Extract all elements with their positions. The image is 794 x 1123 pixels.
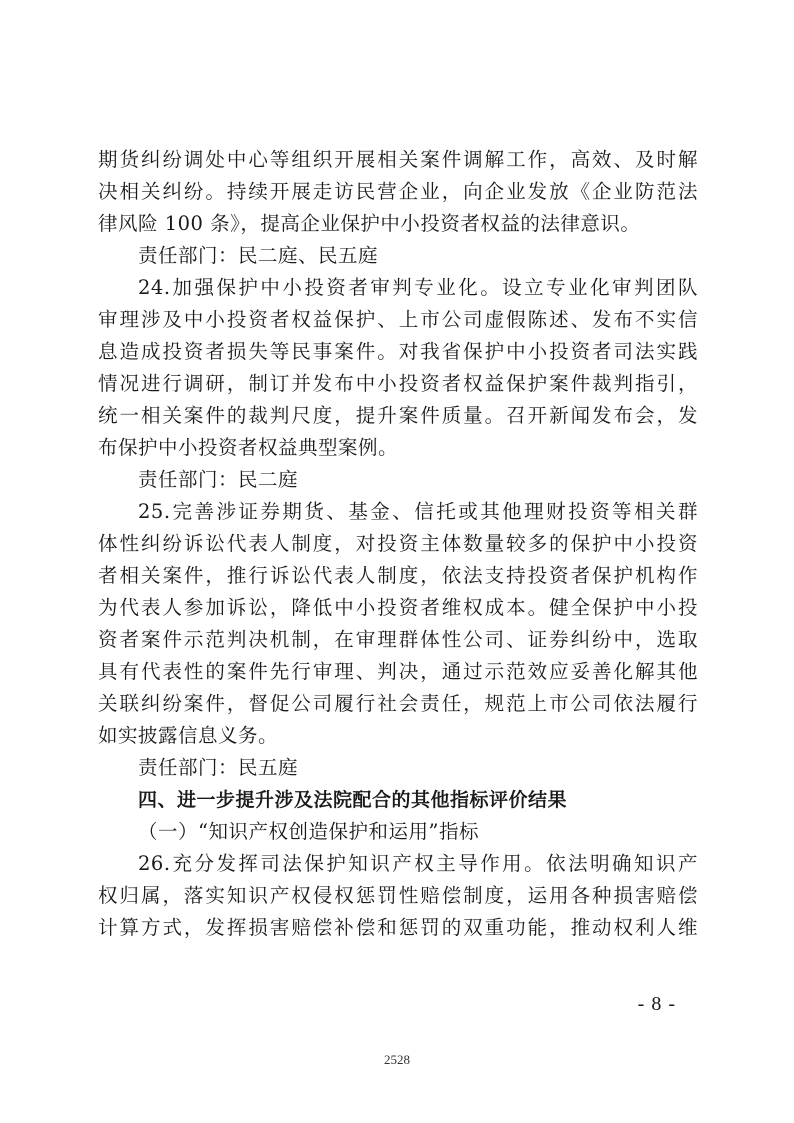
body-line: 者相关案件，推行诉讼代表人制度，依法支持投资者保护机构作 bbox=[98, 564, 698, 587]
responsible-department: 责任部门：民二庭 bbox=[138, 468, 299, 491]
body-line: 律风险 100 条》，提高企业保护中小投资者权益的法律意识。 bbox=[98, 212, 641, 235]
body-line: 布保护中小投资者权益典型案例。 bbox=[98, 436, 399, 459]
body-line: 权归属，落实知识产权侵权惩罚性赔偿制度，运用各种损害赔偿 bbox=[98, 884, 698, 907]
section-subheading: （一）“知识产权创造保护和运用”指标 bbox=[138, 820, 479, 843]
body-line: 情况进行调研，制订并发布中小投资者权益保护案件裁判指引， bbox=[98, 372, 698, 395]
document-number: 2528 bbox=[384, 1052, 410, 1067]
section-heading: 四、进一步提升涉及法院配合的其他指标评价结果 bbox=[138, 789, 568, 811]
body-line: 审理涉及中小投资者权益保护、上市公司虚假陈述、发布不实信 bbox=[98, 308, 698, 331]
body-line: 关联纠纷案件，督促公司履行社会责任，规范上市公司依法履行 bbox=[98, 692, 698, 715]
body-line: 如实披露信息义务。 bbox=[98, 724, 279, 747]
responsible-department: 责任部门：民五庭 bbox=[138, 756, 299, 779]
body-line: 统一相关案件的裁判尺度，提升案件质量。召开新闻发布会，发 bbox=[98, 404, 698, 427]
body-line: 为代表人参加诉讼，降低中小投资者维权成本。健全保护中小投 bbox=[98, 596, 698, 619]
document-body bbox=[98, 144, 698, 944]
page-number: - 8 - bbox=[637, 993, 676, 1015]
body-line: 期货纠纷调处中心等组织开展相关案件调解工作，高效、及时解 bbox=[98, 148, 698, 171]
body-line: 息造成投资者损失等民事案件。对我省保护中小投资者司法实践 bbox=[98, 340, 698, 363]
item-25-first-line: 25.完善涉证券期货、基金、信托或其他理财投资等相关群 bbox=[138, 500, 698, 523]
item-24-first-line: 24.加强保护中小投资者审判专业化。设立专业化审判团队 bbox=[138, 276, 698, 299]
body-line: 资者案件示范判决机制，在审理群体性公司、证券纠纷中，选取 bbox=[98, 628, 698, 651]
body-line: 决相关纠纷。持续开展走访民营企业，向企业发放《企业防范法 bbox=[98, 180, 698, 203]
body-line: 计算方式，发挥损害赔偿补偿和惩罚的双重功能，推动权利人维 bbox=[98, 916, 698, 939]
responsible-department: 责任部门：民二庭、民五庭 bbox=[138, 244, 379, 267]
body-line: 体性纠纷诉讼代表人制度，对投资主体数量较多的保护中小投资 bbox=[98, 532, 698, 555]
body-line: 具有代表性的案件先行审理、判决，通过示范效应妥善化解其他 bbox=[98, 660, 698, 683]
item-26-first-line: 26.充分发挥司法保护知识产权主导作用。依法明确知识产 bbox=[138, 852, 698, 875]
